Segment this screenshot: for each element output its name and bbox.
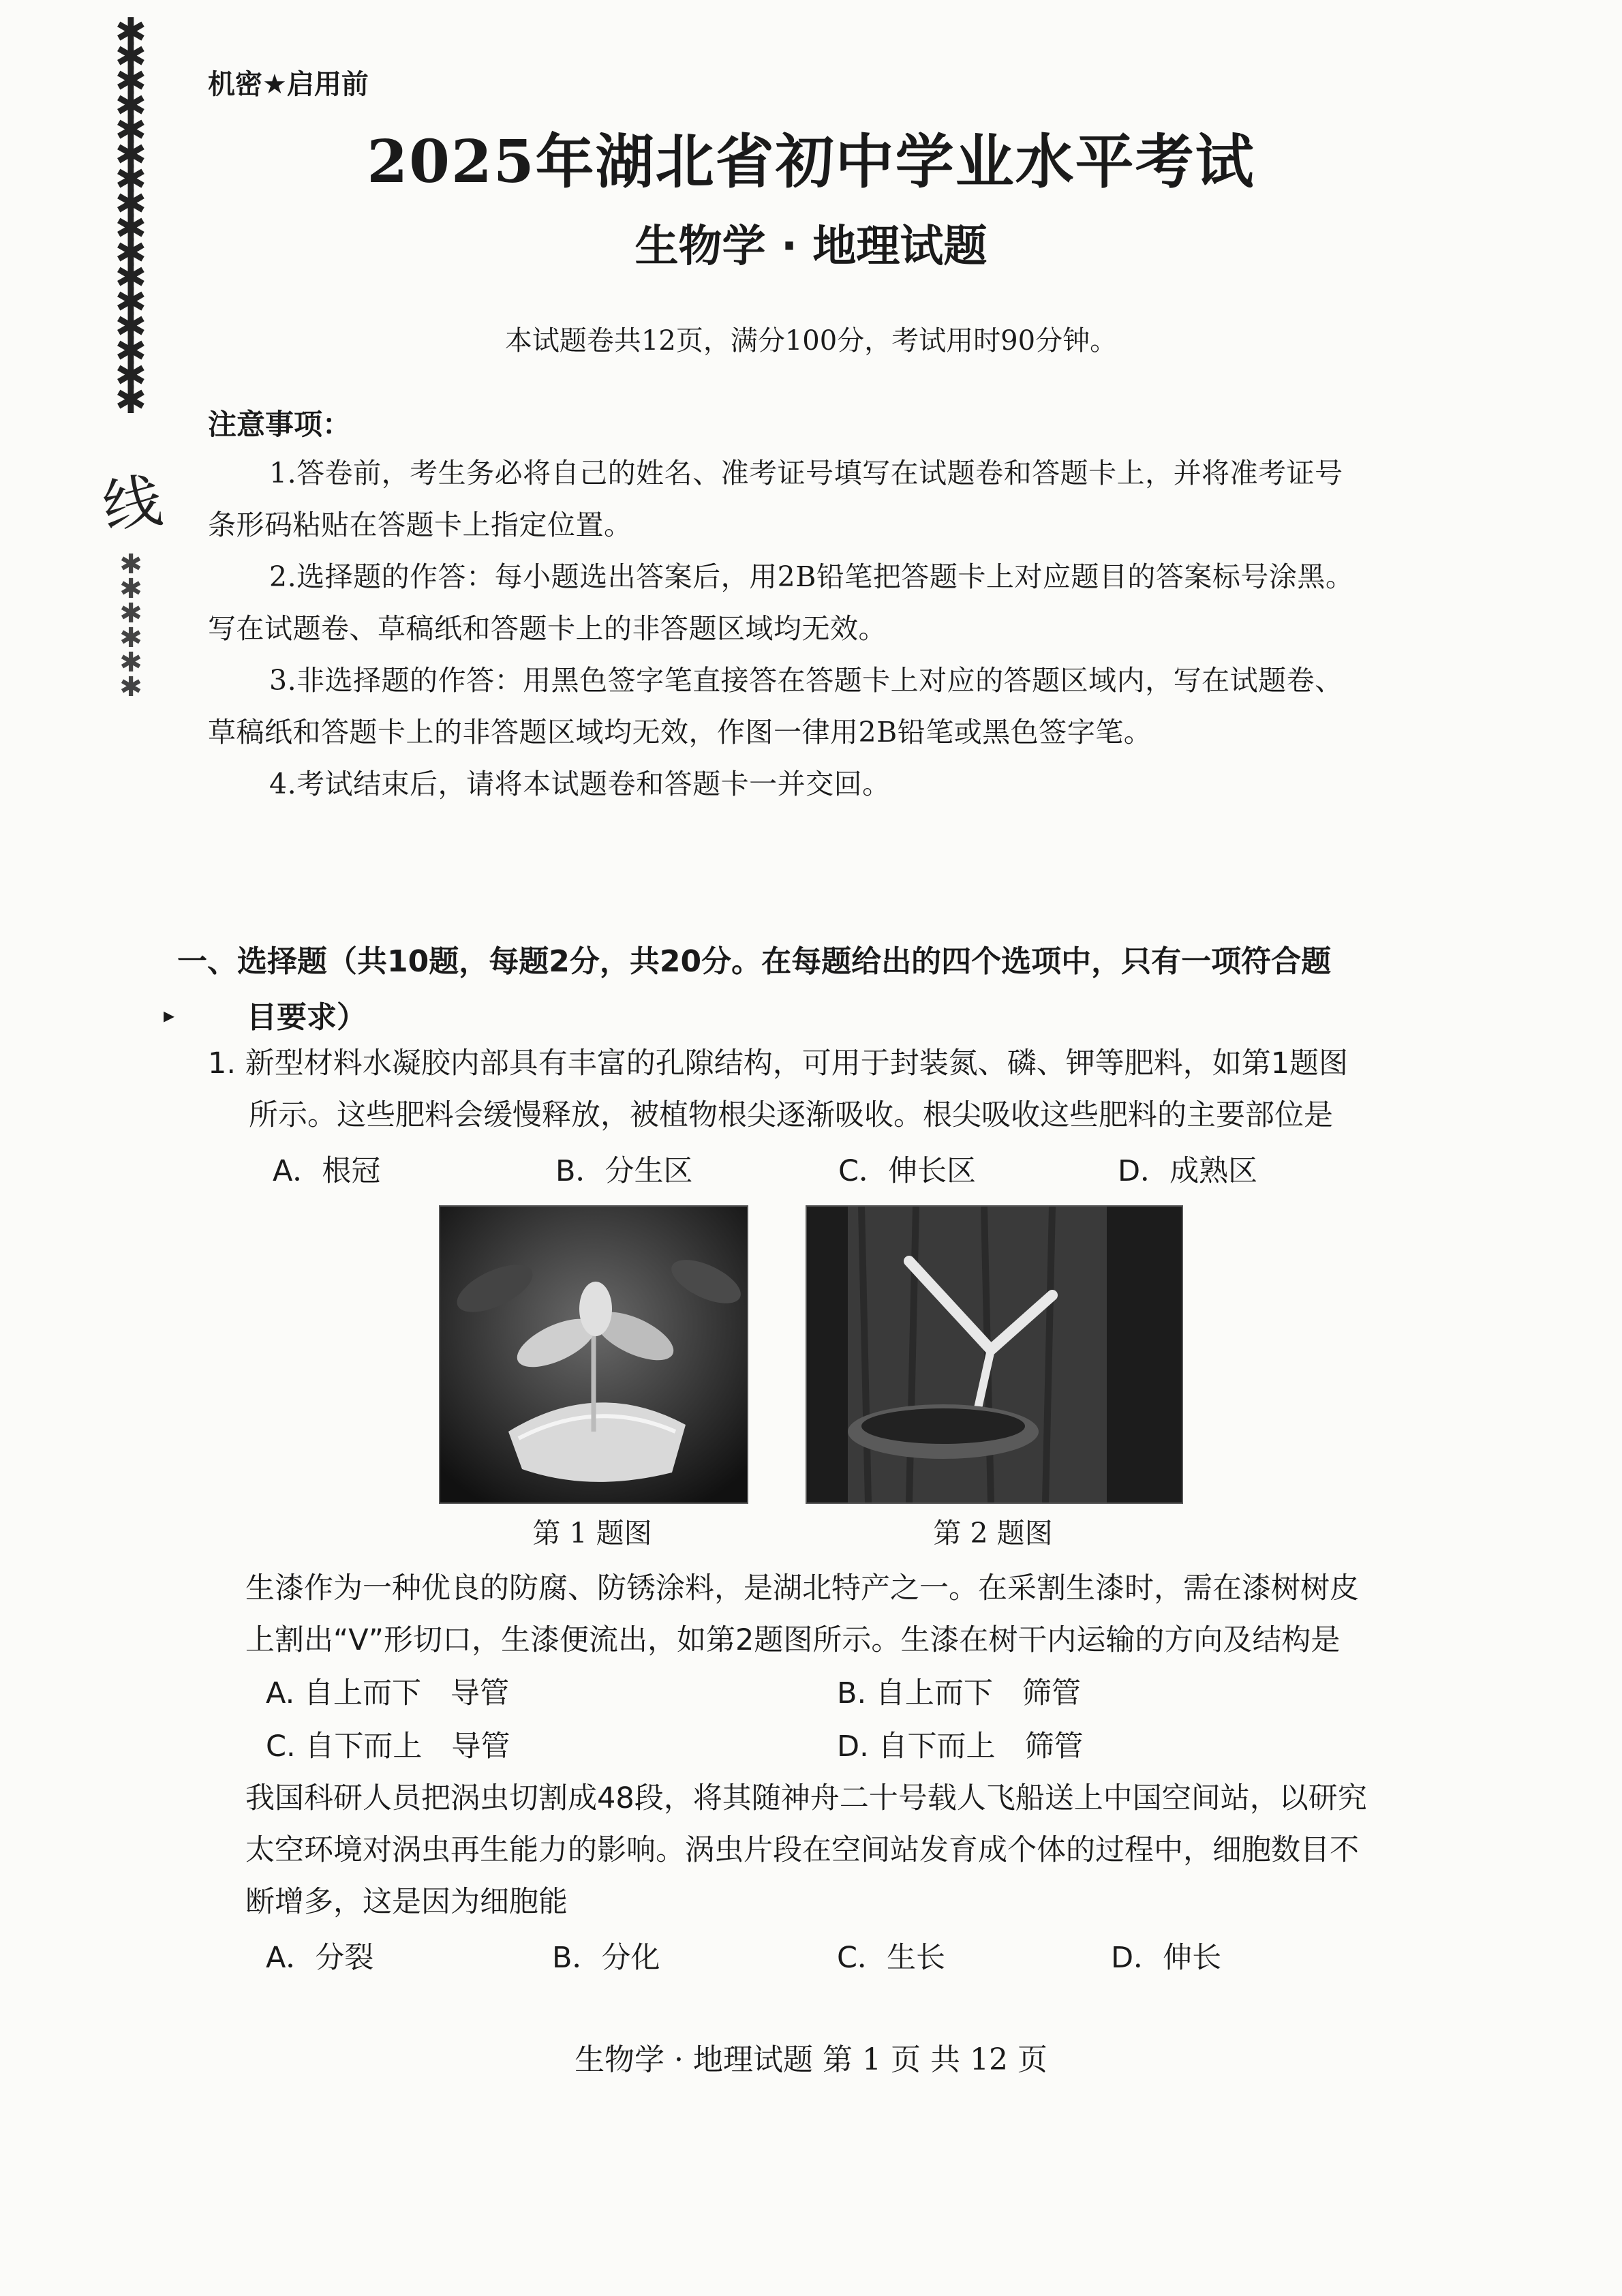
notice-item-2a: 2.选择题的作答：每小题选出答案后，用2B铅笔把答题卡上对应题目的答案标号涂黑。 xyxy=(269,560,1354,593)
margin-stars: ✱✱✱✱✱✱✱✱✱✱✱✱✱✱✱✱ xyxy=(114,10,147,423)
q3-line-1: 我国科研人员把涡虫切割成48段，将其随神舟二十号载人飞船送上中国空间站，以研究 xyxy=(245,1781,1367,1815)
q2-line-1: 生漆作为一种优良的防腐、防锈涂料，是湖北特产之一。在采割生漆时，需在漆树树皮 xyxy=(245,1571,1359,1605)
seedling-illustration xyxy=(440,1207,747,1502)
exam-subtitle: 生物学 · 地理试题 xyxy=(634,222,988,272)
q1-line-1: 1. 新型材料水凝胶内部具有丰富的孔隙结构，可用于封装氮、磷、钾等肥料，如第1题图 xyxy=(208,1046,1349,1081)
q2-option-b[interactable]: B. 自上而下 筛管 xyxy=(837,1676,1081,1710)
question-1 xyxy=(208,1038,1435,1141)
page-info: 本试题卷共12页，满分100分，考试用时90分钟。 xyxy=(504,325,1118,357)
q3-option-c[interactable]: C．生长 xyxy=(837,1941,946,1975)
notice-item-3a: 3.非选择题的作答：用黑色签字笔直接答在答题卡上对应的答题区域内，写在试题卷、 xyxy=(269,664,1343,697)
q3-option-d[interactable]: D．伸长 xyxy=(1111,1941,1222,1975)
q2-line-2: 上割出“V”形切口，生漆便流出，如第2题图所示。生漆在树干内运输的方向及结构是 xyxy=(245,1623,1341,1657)
question-2 xyxy=(245,1562,1445,1666)
q3-line-2: 太空环境对涡虫再生能力的影响。涡虫片段在空间站发育成个体的过程中，细胞数目不 xyxy=(245,1833,1359,1867)
q1-line-2: 所示。这些肥料会缓慢释放，被植物根尖逐渐吸收。根尖吸收这些肥料的主要部位是 xyxy=(249,1098,1333,1132)
q2-option-c[interactable]: C. 自下而上 导管 xyxy=(266,1729,510,1764)
figure-1-seedling-image xyxy=(439,1205,748,1504)
q3-line-3: 断增多，这是因为细胞能 xyxy=(245,1885,568,1919)
figure-2-lacquer-tree-image xyxy=(806,1205,1183,1504)
notice-item-1a: 1.答卷前，考生务必将自己的姓名、准考证号填写在试题卷和答题卡上，并将准考证号 xyxy=(269,457,1343,489)
q3-option-b[interactable]: B．分化 xyxy=(552,1941,660,1975)
secret-label: 机密★启用前 xyxy=(208,69,369,100)
margin-lower-marks: ✱✱✱✱✱✱ xyxy=(119,549,142,703)
exam-title: 2025年湖北省初中学业水平考试 xyxy=(367,127,1255,196)
figure-2-caption: 第 2 题图 xyxy=(933,1517,1053,1550)
question-3 xyxy=(245,1772,1445,1928)
q1-option-b[interactable]: B．分生区 xyxy=(555,1154,693,1188)
margin-line-char: 线 xyxy=(98,466,166,543)
section-choice-heading xyxy=(177,934,1431,1046)
notice-title: 注意事项： xyxy=(208,408,352,441)
notice-item-3b: 草稿纸和答题卡上的非答题区域均无效，作图一律用2B铅笔或黑色签字笔。 xyxy=(208,716,1152,749)
section-line-2: 目要求） xyxy=(247,1000,367,1035)
q1-option-c[interactable]: C．伸长区 xyxy=(838,1154,977,1188)
q1-option-d[interactable]: D．成熟区 xyxy=(1118,1154,1258,1188)
margin-tick: ▸ xyxy=(164,1002,175,1028)
q2-option-a[interactable]: A. 自上而下 导管 xyxy=(266,1676,509,1710)
lacquer-tree-illustration xyxy=(807,1207,1182,1502)
q1-option-a[interactable]: A．根冠 xyxy=(273,1154,381,1188)
figure-1-caption: 第 1 题图 xyxy=(532,1517,652,1550)
q3-option-a[interactable]: A．分裂 xyxy=(266,1941,374,1975)
section-line-1: 一、选择题（共10题，每题2分，共20分。在每题给出的四个选项中，只有一项符合题 xyxy=(177,944,1332,979)
notice-item-2b: 写在试题卷、草稿纸和答题卡上的非答题区域均无效。 xyxy=(208,612,887,645)
q2-option-d[interactable]: D. 自下而上 筛管 xyxy=(837,1729,1084,1764)
notice-item-4: 4.考试结束后，请将本试题卷和答题卡一并交回。 xyxy=(269,768,891,800)
notice-item-1b: 条形码粘贴在答题卡上指定位置。 xyxy=(208,509,632,541)
notice-list xyxy=(208,447,1435,810)
page-footer: 生物学 · 地理试题 第 1 页 共 12 页 xyxy=(575,2042,1047,2077)
